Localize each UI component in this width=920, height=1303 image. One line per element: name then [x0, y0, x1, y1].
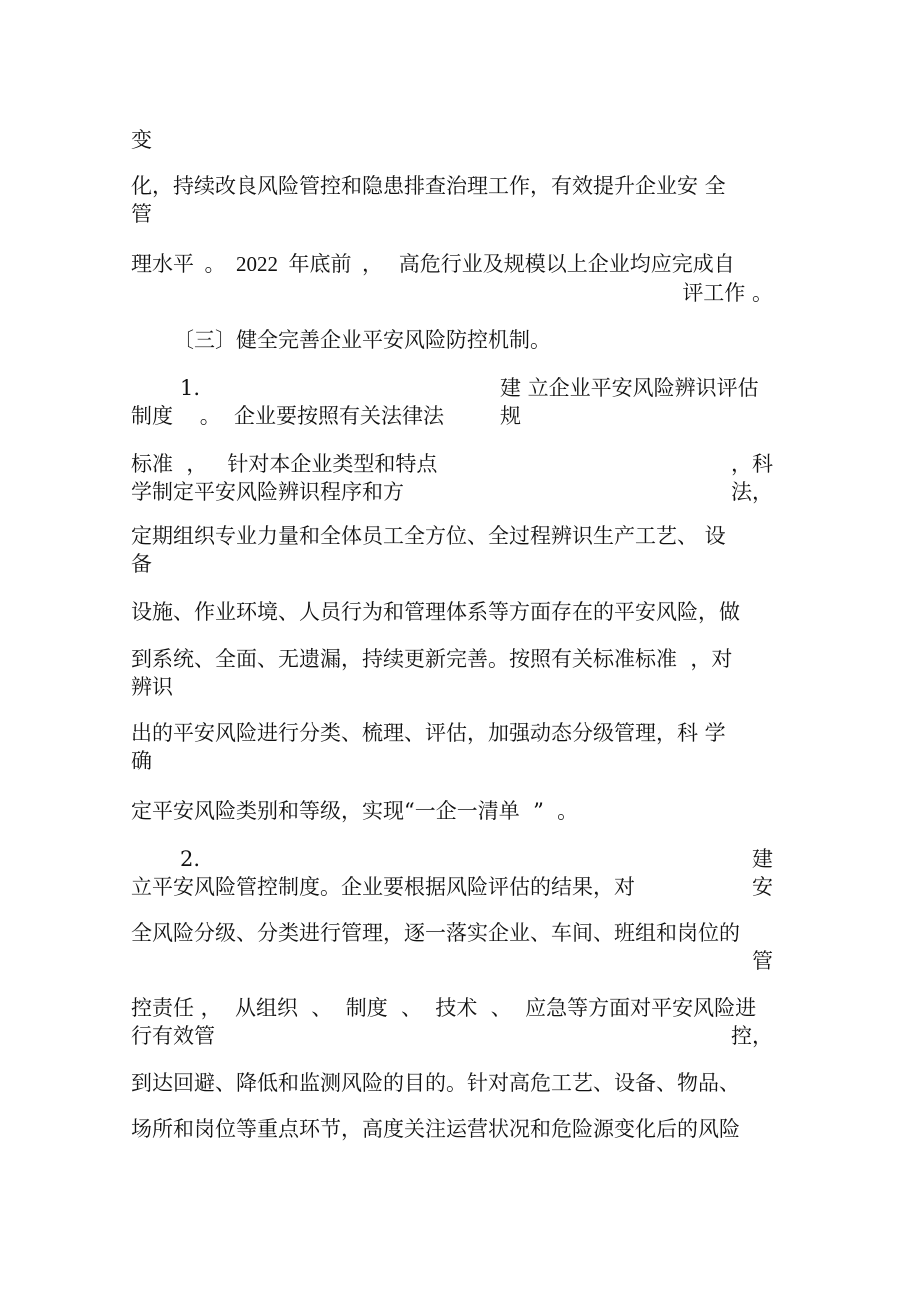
text-line: 备	[131, 552, 152, 576]
text-line: 设施、作业环境、人员行为和管理体系等方面存在的平安风险，做	[131, 600, 740, 624]
text-line: 标准 ， 针对本企业类型和特点	[131, 452, 438, 476]
text-line: 安	[752, 875, 773, 899]
list-number: 1.	[180, 376, 201, 400]
text-line: 定期组织专业力量和全体员工全方位、全过程辨识生产工艺、 设	[131, 524, 726, 548]
text-line: 学制定平安风险辨识程序和方	[131, 480, 404, 504]
text-line: ，科	[731, 452, 773, 476]
text-line: 定平安风险类别和等级，实现“一企一清单 ” 。	[131, 799, 579, 823]
text-line: 到达回避、降低和监测风险的目的。针对高危工艺、设备、物品、	[131, 1071, 740, 1095]
section-heading: 〔三〕健全完善企业平安风险防控机制。	[173, 328, 551, 352]
text-line: 理水平 。 2022 年底前 ， 高危行业及规模以上企业均应完成自	[131, 252, 735, 276]
text-line: 控责任 ， 从组织 、 制度 、 技术 、 应急等方面对平安风险进	[131, 996, 757, 1020]
text-line: 场所和岗位等重点环节，高度关注运营状况和危险源变化后的风险	[131, 1117, 740, 1141]
text-line: 行有效管	[131, 1024, 215, 1048]
list-heading: 建 立企业平安风险辨识评估	[500, 376, 759, 400]
text-line: 化，持续改良风险管控和隐患排查治理工作，有效提升企业安 全	[131, 174, 726, 198]
text-line: 到系统、全面、无遗漏，持续更新完善。按照有关标准标准 ，对	[131, 647, 733, 671]
text-line: 辨识	[131, 675, 173, 699]
text-line: 确	[131, 749, 152, 773]
text-line: 出的平安风险进行分类、梳理、评估，加强动态分级管理，科 学	[131, 721, 726, 745]
text-line: 制度 。 企业要按照有关法律法	[131, 404, 445, 428]
text-line: 管	[752, 949, 773, 973]
text-line: 规	[500, 404, 521, 428]
text-line: 评工作 。	[682, 281, 773, 305]
text-line: 立平安风险管控制度。企业要根据风险评估的结果，对	[131, 875, 635, 899]
text-line: 变	[131, 128, 152, 152]
text-line: 法，	[731, 480, 773, 504]
list-heading: 建	[752, 847, 773, 871]
text-line: 全风险分级、分类进行管理，逐一落实企业、车间、班组和岗位的	[131, 921, 740, 945]
text-line: 控，	[731, 1024, 773, 1048]
text-line: 管	[131, 202, 152, 226]
list-number: 2.	[180, 847, 201, 871]
